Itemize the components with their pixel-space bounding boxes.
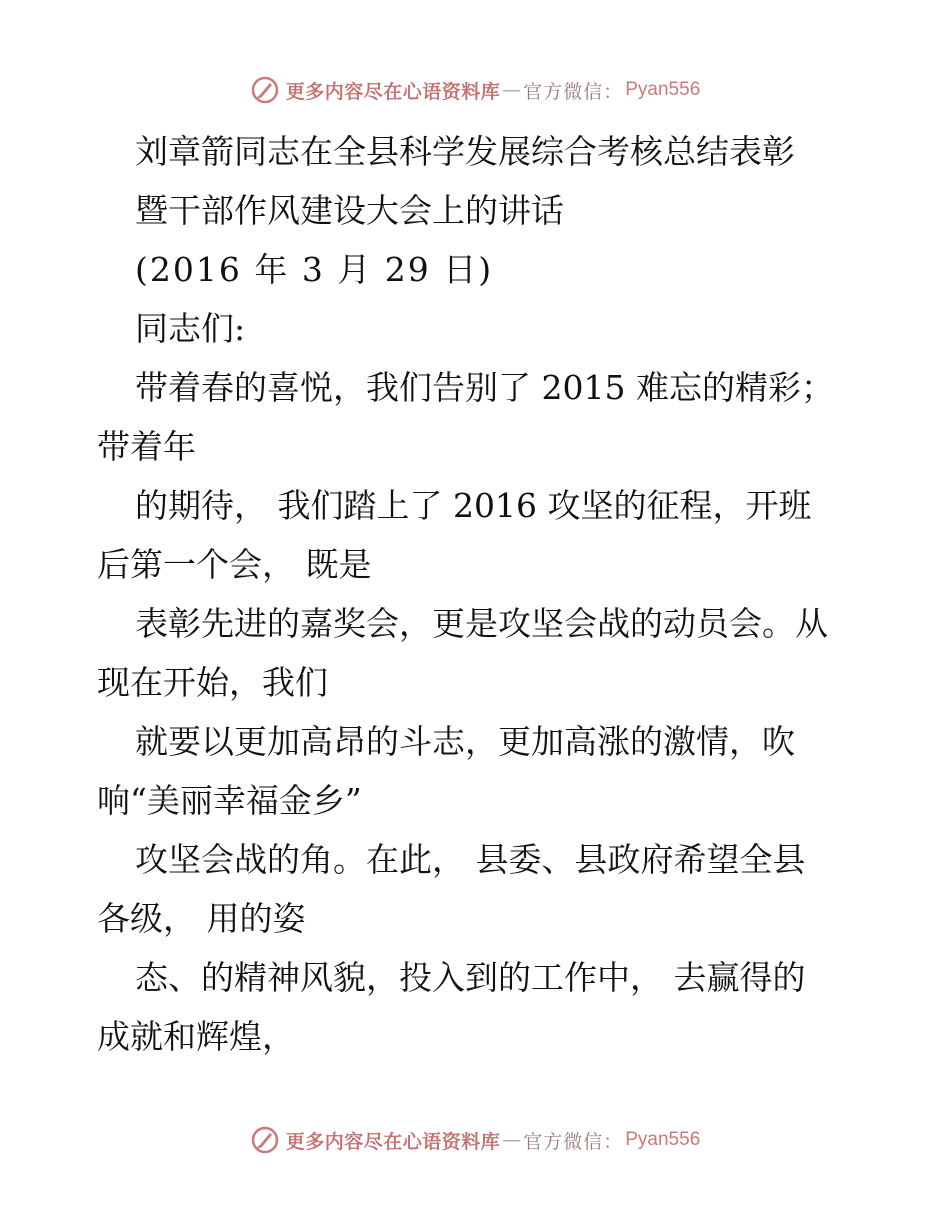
title-line-1: 刘章箭同志在全县科学发展综合考核总结表彰	[135, 132, 795, 171]
watermark-main-text: 更多内容尽在心语资料库	[285, 1130, 501, 1153]
paragraph-line: 就要以更加高昂的斗志，更加高涨的激情，吹	[135, 722, 795, 761]
salutation: 同志们:	[135, 309, 246, 348]
watermark-wechat-id: Pyan556	[625, 79, 701, 100]
watermark-wechat-id: Pyan556	[625, 1129, 701, 1150]
paragraph-line: 态、的精神风貌，投入到的工作中， 去赢得的	[135, 958, 806, 997]
paragraph-line: 攻坚会战的角。在此， 县委、县政府希望全县	[135, 840, 806, 879]
watermark-dash: —	[502, 79, 522, 101]
document-body	[97, 122, 867, 1066]
title-line-2: 暨干部作风建设大会上的讲话	[135, 191, 564, 230]
paragraph-line: 各级， 用的姿	[97, 899, 306, 938]
paragraph-line: 成就和辉煌，	[97, 1017, 295, 1056]
watermark-main-text: 更多内容尽在心语资料库	[285, 80, 501, 103]
paragraph-line: 的期待， 我们踏上了 2016 攻坚的征程，开班	[135, 486, 812, 525]
quill-logo-icon	[250, 75, 280, 105]
quill-logo-icon	[250, 1125, 280, 1155]
paragraph-line: 现在开始，我们	[97, 663, 328, 702]
watermark-dash: —	[502, 1129, 522, 1151]
paragraph-line: 响“美丽幸福金乡”	[97, 781, 362, 820]
watermark-sub-text: 官方微信：	[523, 1130, 624, 1153]
paragraph-line: 带着年	[97, 427, 196, 466]
header-watermark	[0, 70, 950, 110]
paragraph-line: 带着春的喜悦，我们告别了 2015 难忘的精彩；	[135, 368, 834, 407]
paragraph-line: 后第一个会， 既是	[97, 545, 372, 584]
speech-date: (2016 年 3 月 29 日)	[135, 250, 494, 289]
paragraph-line: 表彰先进的嘉奖会，更是攻坚会战的动员会。从	[135, 604, 828, 643]
footer-watermark	[0, 1120, 950, 1160]
watermark-sub-text: 官方微信：	[523, 80, 624, 103]
